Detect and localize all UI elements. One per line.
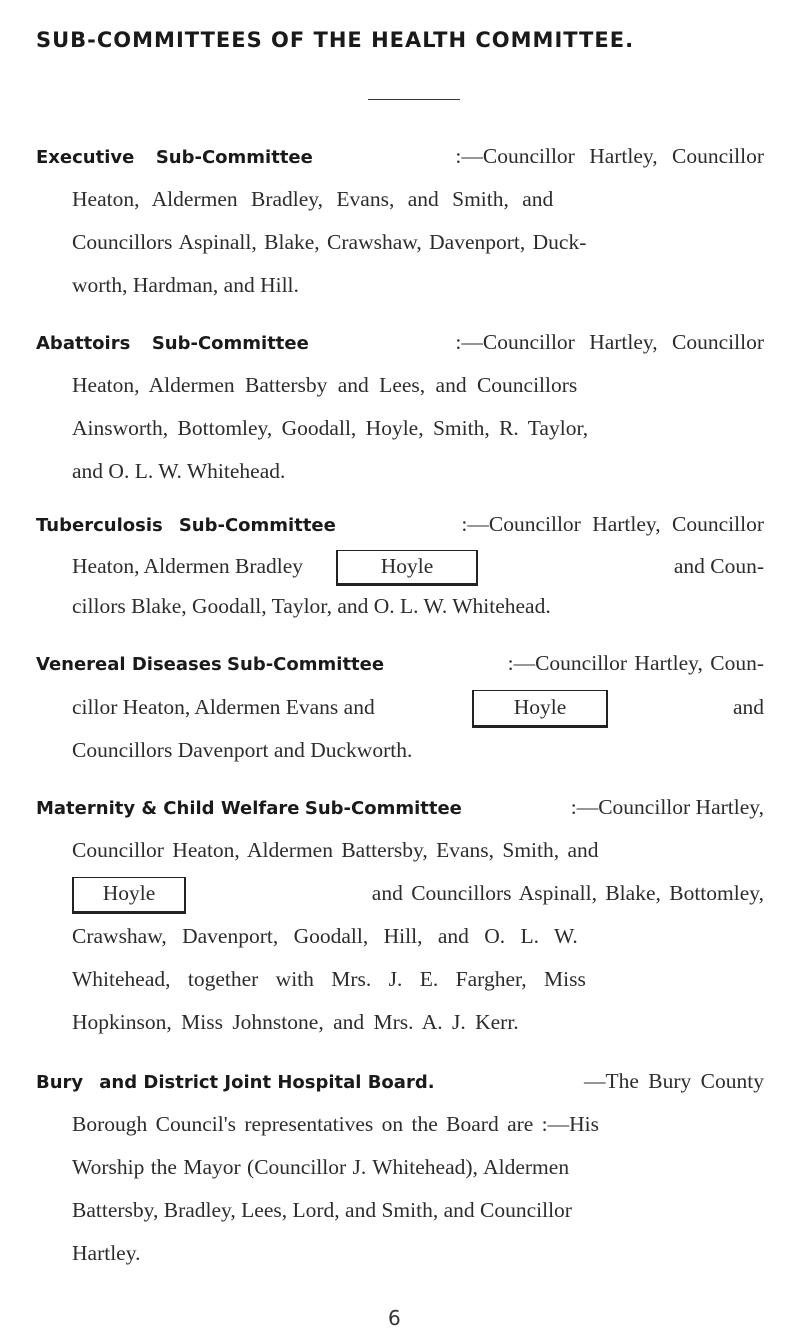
abattoirs-heading: Abattoirs — [36, 333, 131, 354]
maternity-text-5: Whitehead, together with Mrs. J. E. Fargher, Miss — [72, 967, 586, 991]
abattoirs-text-3: Ainsworth, Bottomley, Goodall, Hoyle, Smith, R. Taylor, — [72, 416, 589, 440]
venereal-line-1 — [36, 653, 764, 675]
maternity-text-1: :—Councillor Hartley, — [570, 795, 764, 819]
page-title: SUB-COMMITTEES OF THE HEALTH COMMITTEE. — [36, 28, 635, 52]
maternity-line-1 — [36, 797, 764, 819]
venereal-subheading: Sub-Committee — [227, 654, 385, 675]
venereal-text-2: cillor Heaton, Aldermen Evans and — [72, 695, 375, 719]
venereal-text-1: :—Councillor Hartley, Coun- — [507, 651, 764, 675]
bury-subheading: and District Joint Hospital Board. — [99, 1072, 435, 1093]
redacted-name-box: Hoyle — [472, 690, 608, 728]
venereal-heading: Venereal Diseases — [36, 654, 222, 675]
bury-text-1: —The Bury County — [584, 1069, 764, 1093]
abattoirs-subheading: Sub-Committee — [151, 333, 309, 354]
maternity-text-4: Crawshaw, Davenport, Goodall, Hill, and O. L. W. — [72, 924, 578, 948]
maternity-text-2: Councillor Heaton, Aldermen Battersby, Evans, Smith, and — [72, 838, 599, 862]
tuberculosis-subheading: Sub-Committee — [178, 515, 336, 536]
tuberculosis-line-1 — [36, 514, 764, 536]
bury-text-3: Worship the Mayor (Councillor J. Whitehead), Aldermen — [72, 1155, 570, 1179]
executive-line-1 — [36, 146, 764, 168]
abattoirs-line-1 — [36, 332, 764, 354]
bury-line-1 — [36, 1071, 764, 1093]
executive-heading: Executive — [36, 147, 135, 168]
bury-text-5: Hartley. — [72, 1241, 141, 1265]
maternity-heading: Maternity & Child Welfare — [36, 798, 300, 819]
executive-subheading: Sub-Committee — [155, 147, 313, 168]
bury-text-2: Borough Council's representatives on the Board are :—His — [72, 1112, 600, 1136]
tuberculosis-text-2: Heaton, Aldermen Bradley — [72, 554, 304, 578]
page-number: 6 — [388, 1306, 401, 1330]
abattoirs-text-4: and O. L. W. Whitehead. — [72, 459, 286, 483]
executive-text-1: :—Councillor Hartley, Councillor — [455, 144, 764, 168]
venereal-text-3: and — [732, 695, 764, 719]
maternity-text-3: and Councillors Aspinall, Blake, Bottomley, — [371, 881, 764, 905]
abattoirs-text-2: Heaton, Aldermen Battersby and Lees, and Councillors — [72, 373, 578, 397]
maternity-text-6: Hopkinson, Miss Johnstone, and Mrs. A. J. Kerr. — [72, 1010, 519, 1034]
redacted-name-box: Hoyle — [336, 550, 478, 586]
bury-text-4: Battersby, Bradley, Lees, Lord, and Smith, and Councillor — [72, 1198, 572, 1222]
executive-text-3: Councillors Aspinall, Blake, Crawshaw, Davenport, Duck- — [72, 230, 587, 254]
title-rule — [368, 99, 460, 100]
tuberculosis-heading: Tuberculosis — [36, 515, 163, 536]
tuberculosis-text-1: :—Councillor Hartley, Councillor — [461, 512, 764, 536]
tuberculosis-text-3: and Coun- — [673, 554, 764, 578]
maternity-subheading: Sub-Committee — [304, 798, 462, 819]
tuberculosis-text-4: cillors Blake, Goodall, Taylor, and O. L. W. Whitehead. — [72, 594, 551, 618]
executive-text-4: worth, Hardman, and Hill. — [72, 273, 299, 297]
abattoirs-text-1: :—Councillor Hartley, Councillor — [455, 330, 764, 354]
bury-heading: Bury — [36, 1072, 84, 1093]
redacted-name-box: Hoyle — [72, 877, 186, 914]
venereal-text-4: Councillors Davenport and Duckworth. — [72, 738, 413, 762]
executive-text-2: Heaton, Aldermen Bradley, Evans, and Smith, and — [72, 187, 554, 211]
